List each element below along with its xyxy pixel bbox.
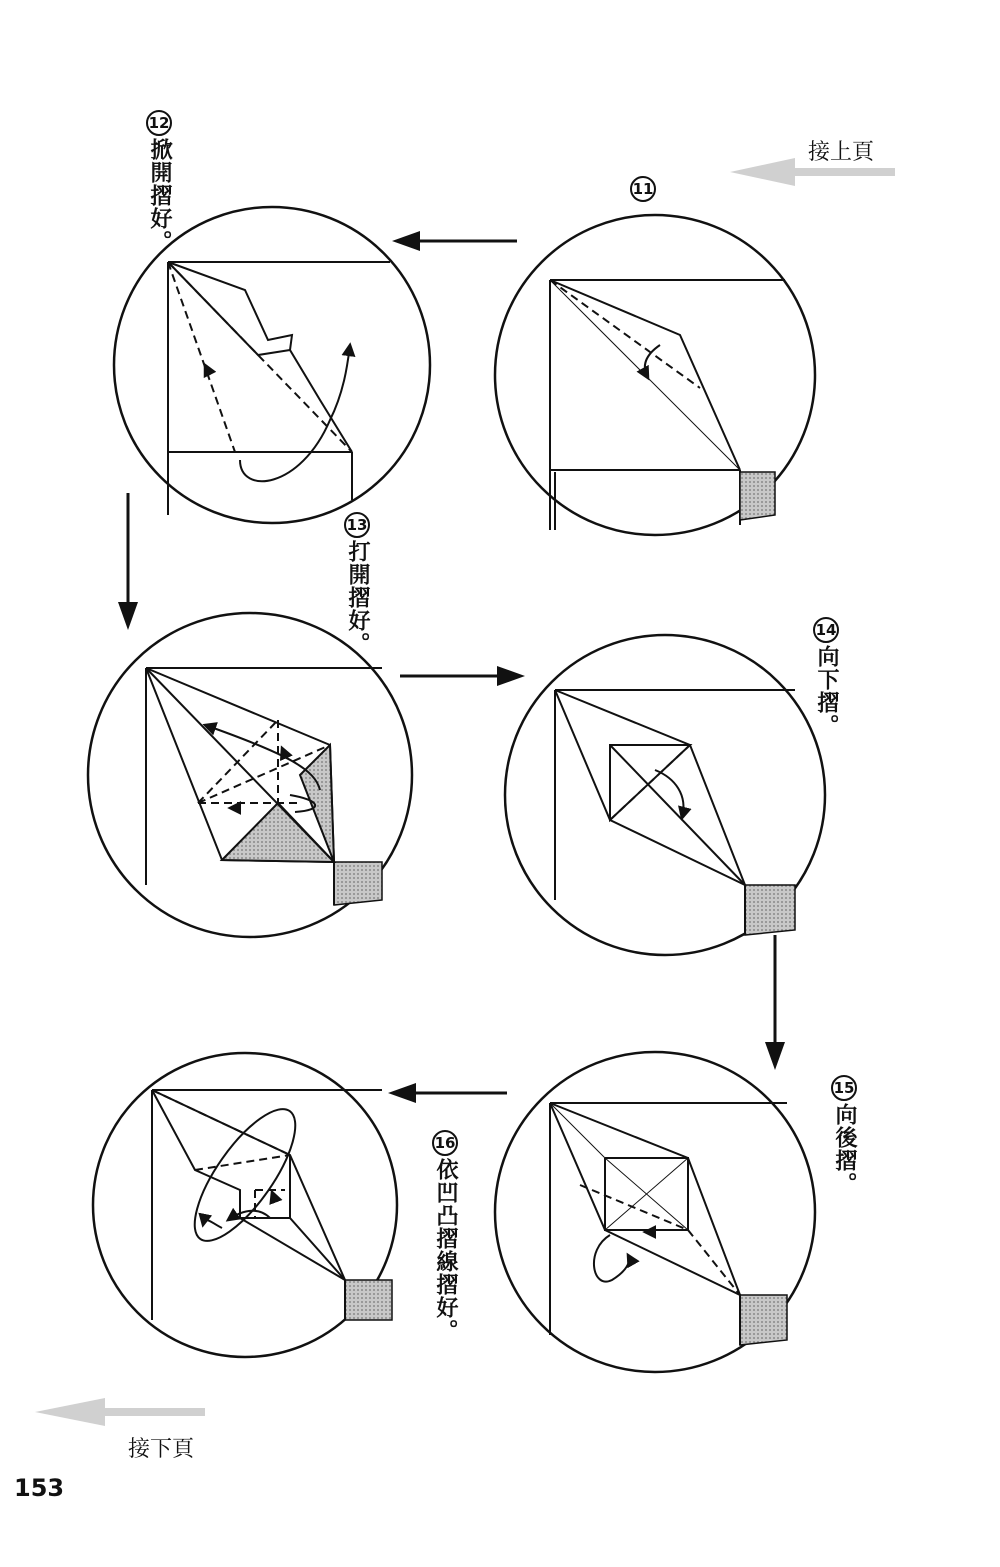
step-13-number: 13 [344,512,370,538]
step-15-caption: 向後摺。 [832,1103,857,1195]
step-16-diagram [93,1053,397,1357]
step-16-number: 16 [432,1130,458,1156]
step-14-diagram [505,635,825,955]
next-page-label[interactable]: 接下頁 [128,1437,195,1462]
step-13-caption: 打開摺好。 [345,540,370,655]
flow-arrow-15-to-16 [388,1083,507,1103]
step-14-caption: 向下摺。 [814,645,839,737]
step-12-diagram [114,207,430,523]
step-13-diagram [88,613,412,937]
page-number: 153 [14,1474,65,1502]
flow-arrow-12-to-13 [118,493,138,630]
flow-arrow-14-to-15 [765,935,785,1070]
step-14-number: 14 [813,617,839,643]
step-15-number: 15 [831,1075,857,1101]
step-16-caption: 依凹凸摺線摺好。 [433,1158,458,1342]
step-12-number: 12 [146,110,172,136]
next-page-arrow-icon[interactable] [35,1398,205,1426]
step-15-diagram [495,1052,815,1372]
prev-page-label[interactable]: 接上頁 [808,140,875,165]
flow-arrow-11-to-12 [392,231,517,251]
step-12-caption: 掀開摺好。 [147,138,172,253]
step-11-number: 11 [630,176,656,202]
step-11-diagram [495,215,815,535]
flow-arrow-13-to-14 [400,666,525,686]
